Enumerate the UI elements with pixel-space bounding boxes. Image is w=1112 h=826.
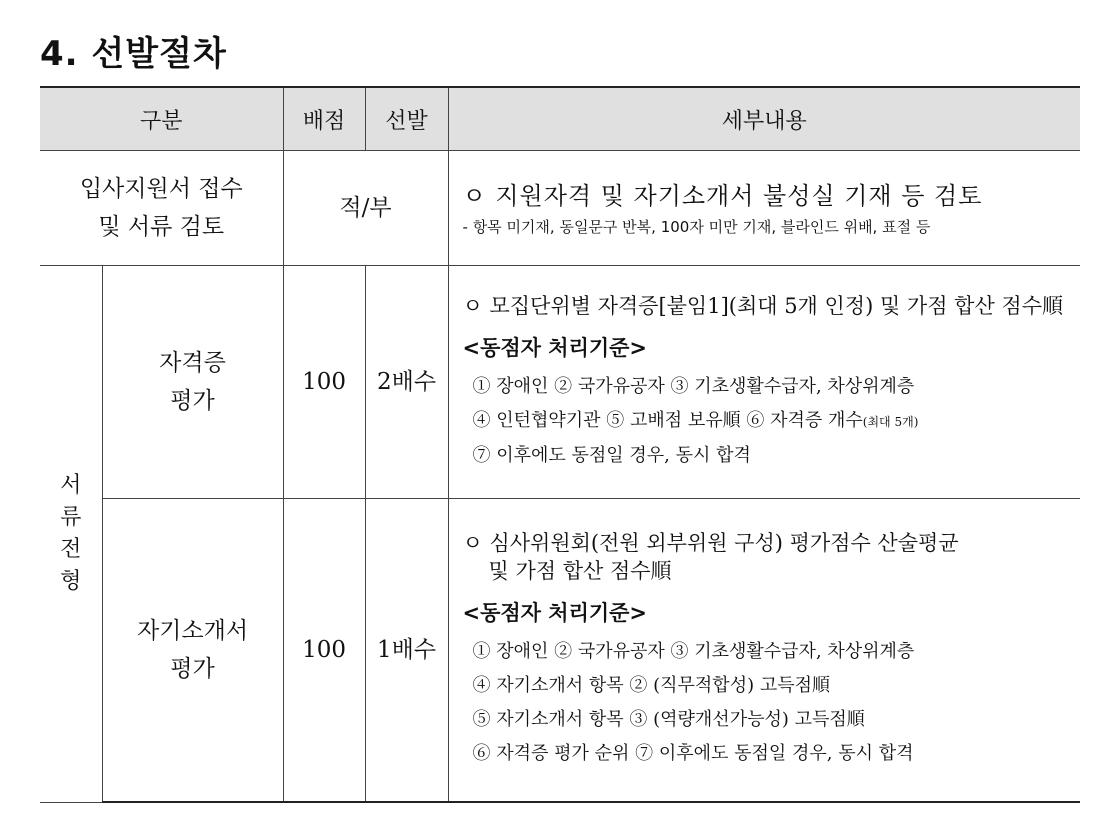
tie-break-line: ④ 자기소개서 항목 ② (직무적합성) 고득점順 (472, 675, 830, 696)
category-self-introduction-evaluation: 자기소개서 평가 (102, 499, 283, 803)
certificate-details (448, 266, 1080, 499)
category-document-review: 입사지원서 접수 및 서류 검토 (40, 151, 283, 266)
pass-fail-cell: 적/부 (283, 151, 448, 266)
tie-break-line: ⑦ 이후에도 동점일 경우, 동시 합격 (472, 444, 751, 466)
group-label-document-screening: 서 류 전 형 (40, 266, 102, 803)
category-certificate-evaluation: 자격증 평가 (102, 266, 283, 499)
self-introduction-main: ㅇ 심사위원회(전원 외부위원 구성) 평가점수 산술평균 및 가점 합산 점수順 (462, 531, 959, 583)
header-details: 세부내용 (448, 87, 1080, 151)
self-introduction-details (448, 499, 1080, 803)
certificate-selection: 2배수 (365, 266, 448, 499)
tie-break-title: <동점자 처리기준> (462, 601, 648, 625)
table-header-row (40, 87, 1080, 151)
document-review-main: ㅇ 지원자격 및 자기소개서 불성실 기재 등 검토 (462, 181, 983, 210)
tie-break-line: ① 장애인 ② 국가유공자 ③ 기초생활수급자, 차상위계층 (472, 375, 915, 397)
certificate-score: 100 (283, 266, 365, 499)
tie-break-title: <동점자 처리기준> (462, 335, 648, 360)
table-row-document-review (40, 151, 1080, 266)
self-introduction-selection: 1배수 (365, 499, 448, 803)
header-category: 구분 (40, 87, 283, 151)
max-count-note: (최대 5개) (862, 414, 919, 429)
header-score: 배점 (283, 87, 365, 151)
selection-procedure-table (40, 86, 1080, 803)
tie-break-line: ④ 인턴협약기관 ⑤ 고배점 보유順 ⑥ 자격증 개수(최대 5개) (472, 409, 919, 431)
self-introduction-score: 100 (283, 499, 365, 803)
table-row-self-introduction-evaluation (40, 499, 1080, 803)
page-title: 4. 선발절차 (40, 34, 227, 74)
certificate-main: ㅇ 모집단위별 자격증[붙임1](최대 5개 인정) 및 가점 합산 점수順 (462, 293, 1063, 318)
document-review-details (448, 151, 1080, 266)
tie-break-line: ⑥ 자격증 평가 순위 ⑦ 이후에도 동점일 경우, 동시 합격 (472, 743, 914, 764)
header-selection: 선발 (365, 87, 448, 151)
document-review-sub: - 항목 미기재, 동일문구 반복, 100자 미만 기재, 블라인드 위배, 표절 등 (462, 217, 931, 236)
tie-break-line: ⑤ 자기소개서 항목 ③ (역량개선가능성) 고득점順 (472, 709, 865, 730)
tie-break-line: ① 장애인 ② 국가유공자 ③ 기초생활수급자, 차상위계층 (472, 641, 915, 662)
table-row-certificate-evaluation (40, 266, 1080, 499)
